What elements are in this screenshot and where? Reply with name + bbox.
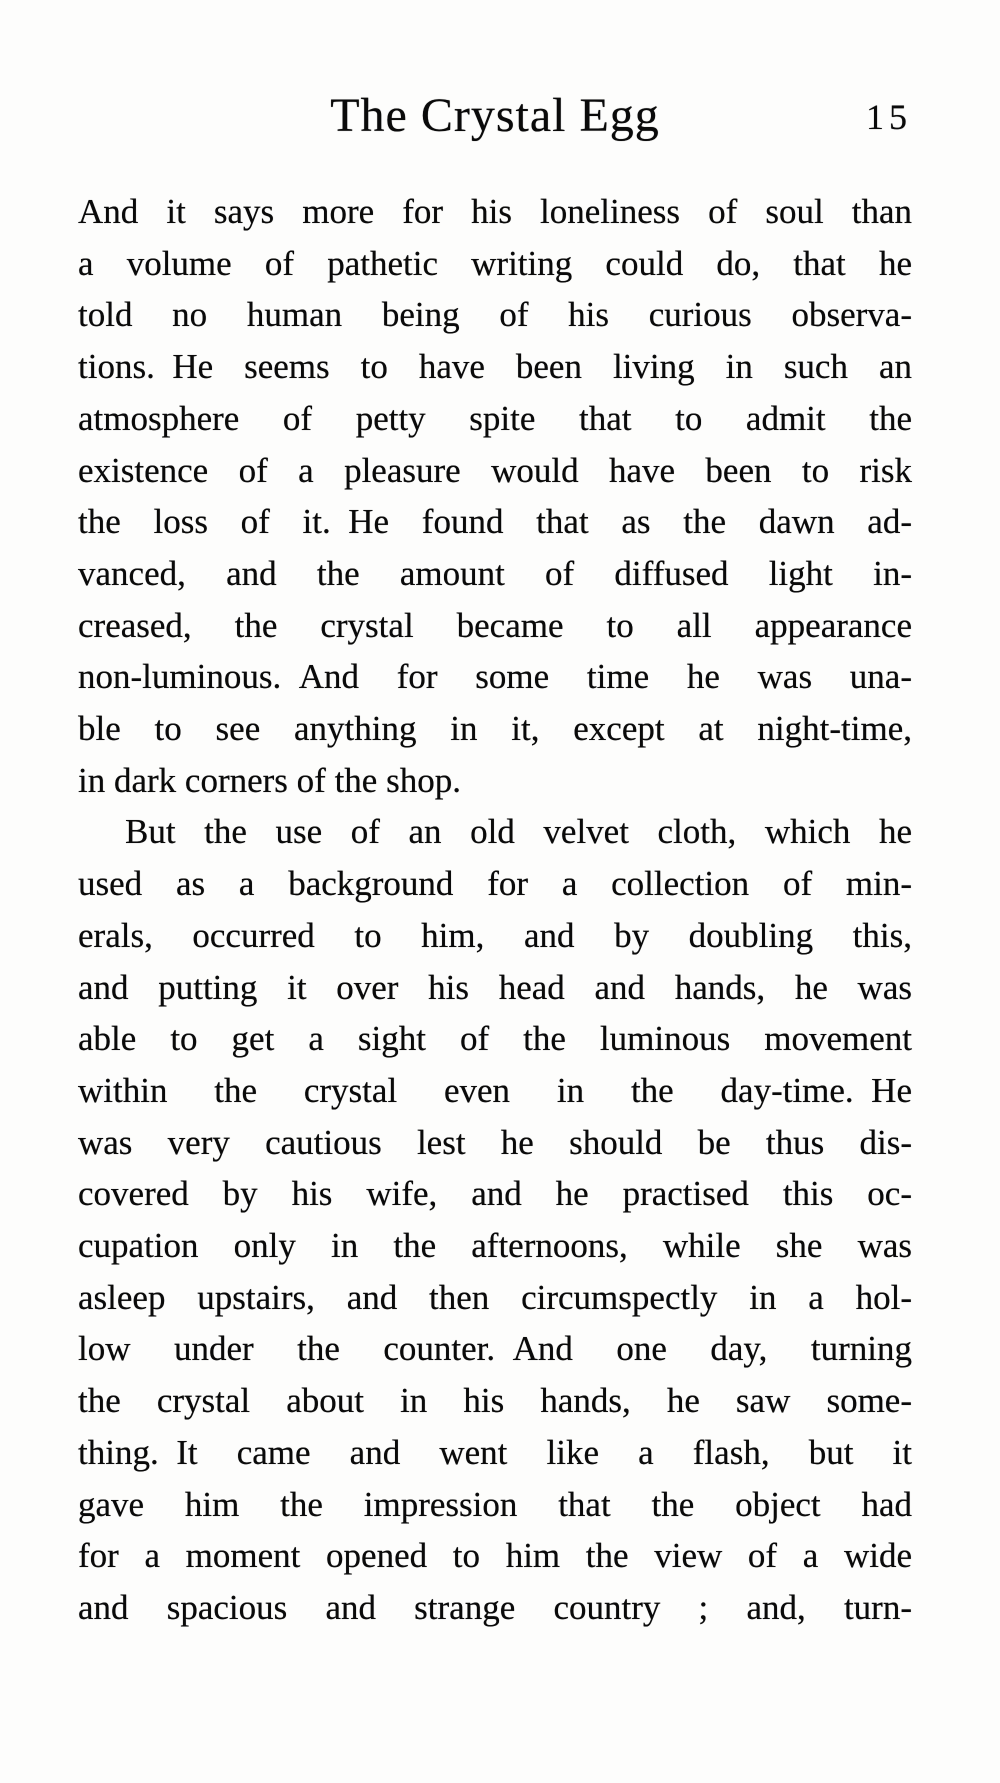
text-line: vanced, and the amount of diffused light in-: [78, 553, 912, 593]
text-line: atmosphere of petty spite that to admit the: [78, 398, 912, 438]
text-line: in dark corners of the shop.: [78, 760, 461, 800]
text-line: the crystal about in his hands, he saw some-: [78, 1381, 912, 1421]
text-line: was very cautious lest he should be thus dis-: [78, 1122, 912, 1162]
text-line: and putting it over his head and hands, he was: [78, 967, 912, 1007]
text-line: erals, occurred to him, and by doubling this,: [78, 915, 912, 955]
text-line: able to get a sight of the luminous movement: [78, 1019, 912, 1059]
text-line: low under the counter. And one day, turning: [78, 1329, 912, 1369]
text-line: tions. He seems to have been living in such an: [78, 347, 912, 387]
text-line: and spacious and strange country ; and, turn-: [78, 1587, 912, 1627]
text-line: covered by his wife, and he practised this oc-: [78, 1174, 912, 1214]
text-line: the loss of it. He found that as the dawn ad-: [78, 502, 912, 542]
page-title: The Crystal Egg: [330, 89, 660, 142]
body-text: [78, 186, 912, 1634]
text-line: non-luminous. And for some time he was una-: [78, 657, 912, 697]
text-line: for a moment opened to him the view of a wide: [78, 1536, 912, 1576]
page-number: 15: [866, 97, 912, 137]
text-line: within the crystal even in the day-time. He: [78, 1070, 912, 1110]
text-line: a volume of pathetic writing could do, that he: [78, 243, 912, 283]
text-line: asleep upstairs, and then circumspectly in a hol-: [78, 1277, 912, 1317]
text-line: But the use of an old velvet cloth, which he: [125, 812, 912, 852]
text-line: ble to see anything in it, except at night-time,: [78, 709, 912, 749]
text-line: existence of a pleasure would have been to risk: [78, 450, 912, 490]
text-line: gave him the impression that the object had: [78, 1484, 912, 1524]
text-line: creased, the crystal became to all appearance: [78, 605, 912, 645]
page-header: [78, 86, 912, 150]
text-line: thing. It came and went like a flash, but it: [78, 1432, 912, 1472]
text-line: told no human being of his curious observa-: [78, 295, 912, 335]
text-line: And it says more for his loneliness of soul than: [78, 192, 912, 231]
text-line: used as a background for a collection of min-: [78, 864, 912, 904]
text-line: cupation only in the afternoons, while she was: [78, 1226, 912, 1266]
